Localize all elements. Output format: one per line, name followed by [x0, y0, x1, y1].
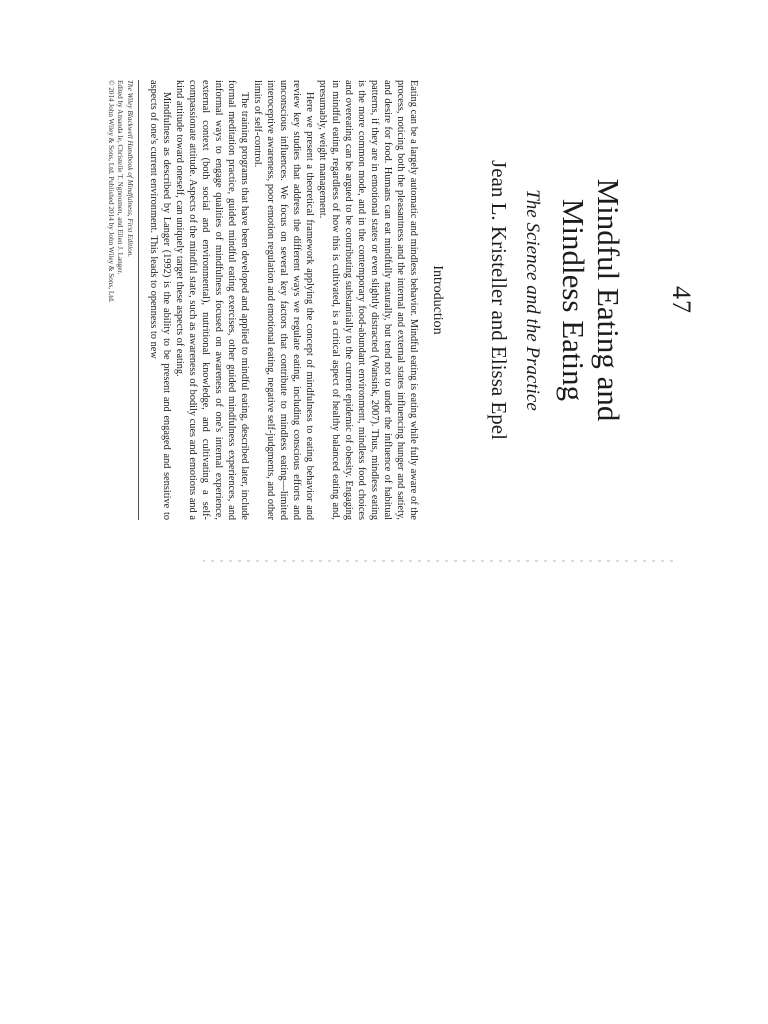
paragraph-1: Eating can be a largely automatic and mindless behavior. Mindful eating is eating while fully aware of the process, noticing both the pleasantness and the internal and external states influencing hunger and satiety, and desire for food. Humans can eat mindfully naturally, but tend not to under the influence of habitual patterns, if they are in emotional states or even slightly distracted (Wansink, 2007). Thus, mindless eating is the more common mode, and in the contemporary food-abundant environment, mindless food choices and overeating can be argued to be contributing substantially to the current epidemic of obesity. Engaging in mindful eating, regardless of how this is cultivated, is a critical aspect of healthy balanced eating and, presumably, weight management. [317, 80, 419, 520]
chapter-authors: Jean L. Kristeller and Elissa Epel [487, 160, 511, 440]
chapter-number: 47 [667, 286, 696, 314]
footnote-editors: Edited by Amanda Ie, Christelle T. Ngnoumen, and Ellen J. Langer. [116, 80, 125, 275]
paragraph-2: Here we present a theoretical framework applying the concept of mindfulness to eating behavior and review key studies that address the different ways we regulate eating, including conscious efforts and unconscious influences. We focus on several key factors that contribute to mindless eating—limited interoceptive awareness, poor emotion regulation and emotional eating, negative self-judgments, and other limits of self-control. [252, 80, 315, 520]
text-column [106, 80, 697, 520]
section-heading: Introduction [430, 265, 445, 335]
scan-margin-artifact [203, 560, 673, 562]
chapter-title-line-1: Mindful Eating and [591, 178, 626, 422]
footnote-book-title: The Wiley Blackwell Handbook of Mindfulness, First Edition. [126, 80, 134, 258]
footnote-copyright: © 2014 John Wiley & Sons, Ltd. Published 2014 by John Wiley & Sons, Ltd. [107, 80, 115, 303]
chapter-title-line-2: Mindless Eating [556, 198, 591, 402]
paragraph-3: The training programs that have been developed and applied to mindful eating, described later, include formal meditation practice, guided mindful eating exercises, other guided mindfulness experiences, and informal ways to engage qualities of mindfulness focused on awareness of one's internal experience, external context (both social and environmental), nutritional knowledge, and cultivating a self-compassionate attitude. Aspects of the mindful state, such as awareness of bodily cues and emotions and a kind attitude toward oneself, can uniquely target these aspects of eating. [174, 80, 250, 520]
chapter-title [556, 80, 626, 520]
footnote-divider [138, 80, 139, 520]
chapter-subtitle: The Science and the Practice [522, 189, 543, 411]
paragraph-4: Mindfulness as described by Langer (1992) is the ability to be present and engaged and sensitive to aspects of one's current environment. This leads to openness to new [148, 80, 172, 520]
